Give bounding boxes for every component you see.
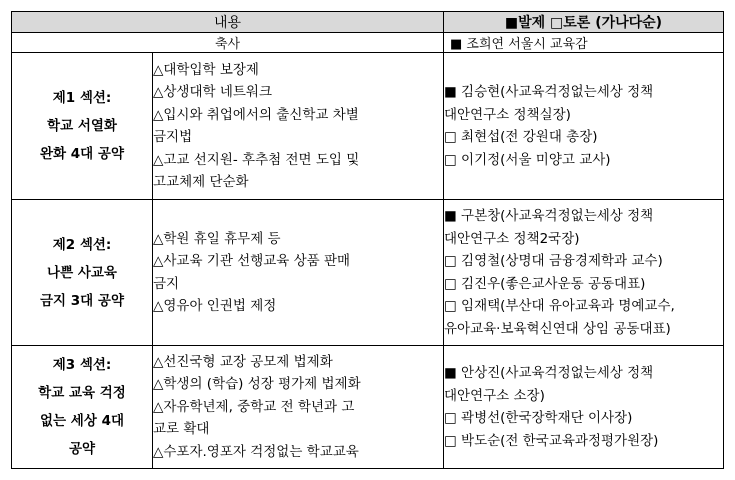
person-entry: ■ 구본창(사교육걱정없는세상 정책	[444, 208, 654, 224]
person-entry: 대안연구소 정책실장)	[444, 106, 571, 123]
opening-label: 축사	[12, 33, 444, 53]
opening-row	[12, 33, 724, 53]
section-title	[12, 200, 153, 346]
section-title	[12, 53, 153, 200]
schedule-table	[11, 11, 724, 469]
person-entry: □ 이기정(서울 미양고 교사)	[444, 151, 611, 168]
policy-item: △대학입학 보장제	[153, 61, 259, 78]
policy-item: 고교체제 단순화	[153, 174, 249, 190]
person-entry: □ 임재택(부산대 유아교육과 명예교수,	[444, 298, 675, 314]
section-title-line: 제3 섹션:	[52, 357, 112, 373]
policy-item: 금지법	[153, 129, 193, 145]
policy-item: △자유학년제, 중학교 전 학년과 고	[153, 398, 355, 415]
opening-speaker: ■ 조희연 서울시 교육감	[444, 33, 724, 53]
section-items	[153, 200, 444, 346]
person-entry: ■ 김승현(사교육걱정없는세상 정책	[444, 84, 654, 100]
people-header: ■발제 □토론 (가나다순)	[444, 12, 724, 33]
section-people	[444, 346, 724, 469]
policy-item: △상생대학 네트워크	[153, 84, 273, 100]
policy-item: △입시와 취업에서의 출신학교 차별	[153, 106, 359, 123]
person-entry: 대안연구소 정책2국장)	[444, 230, 580, 247]
section-title-line: 없는 세상 4대	[40, 413, 124, 429]
person-entry: □ 김영철(상명대 금융경제학과 교수)	[444, 253, 663, 269]
section-title-line: 학교 교육 걱정	[38, 385, 126, 401]
person-entry: □ 박도순(전 한국교육과정평가원장)	[444, 432, 659, 449]
person-entry: ■ 안상진(사교육걱정없는세상 정책	[444, 365, 654, 381]
section-title-line: 제2 섹션:	[52, 236, 112, 253]
section-row	[12, 346, 724, 469]
section-title-line: 학교 서열화	[47, 118, 117, 134]
policy-item: △수포자.영포자 걱정없는 학교교육	[153, 443, 359, 460]
person-entry: 유아교육·보육혁신연대 상임 공동대표)	[444, 320, 671, 337]
person-entry: 대안연구소 소장)	[444, 387, 545, 404]
section-title	[12, 346, 153, 469]
section-title-line: 제1 섹션:	[52, 90, 112, 106]
content-header: 내용	[12, 12, 444, 33]
section-title-line: 나쁜 사교육	[47, 264, 117, 281]
policy-item: △영유아 인권법 제정	[153, 298, 277, 314]
policy-item: △선진국형 교장 공모제 법제화	[153, 353, 333, 370]
person-entry: □ 곽병선(한국장학재단 이사장)	[444, 410, 633, 426]
section-title-line: 금지 3대 공약	[40, 292, 124, 309]
section-items	[153, 346, 444, 469]
person-entry: □ 최현섭(전 강원대 총장)	[444, 129, 598, 145]
policy-item: 금지	[153, 275, 180, 292]
section-items	[153, 53, 444, 200]
policy-item: 교로 확대	[153, 421, 210, 438]
section-row	[12, 53, 724, 200]
section-title-line: 완화 4대 공약	[40, 146, 124, 162]
policy-item: △학원 휴일 휴무제 등	[153, 230, 281, 247]
person-entry: □ 김진우(좋은교사운동 공동대표)	[444, 275, 646, 292]
section-people	[444, 53, 724, 200]
policy-item: △학생의 (학습) 성장 평가제 법제화	[153, 376, 361, 393]
header-row	[12, 12, 724, 33]
policy-item: △사교육 기관 선행교육 상품 판매	[153, 253, 351, 269]
policy-item: △고교 선지원- 후추첨 전면 도입 및	[153, 151, 360, 168]
section-title-line: 공약	[68, 441, 96, 457]
section-row	[12, 200, 724, 346]
section-people	[444, 200, 724, 346]
